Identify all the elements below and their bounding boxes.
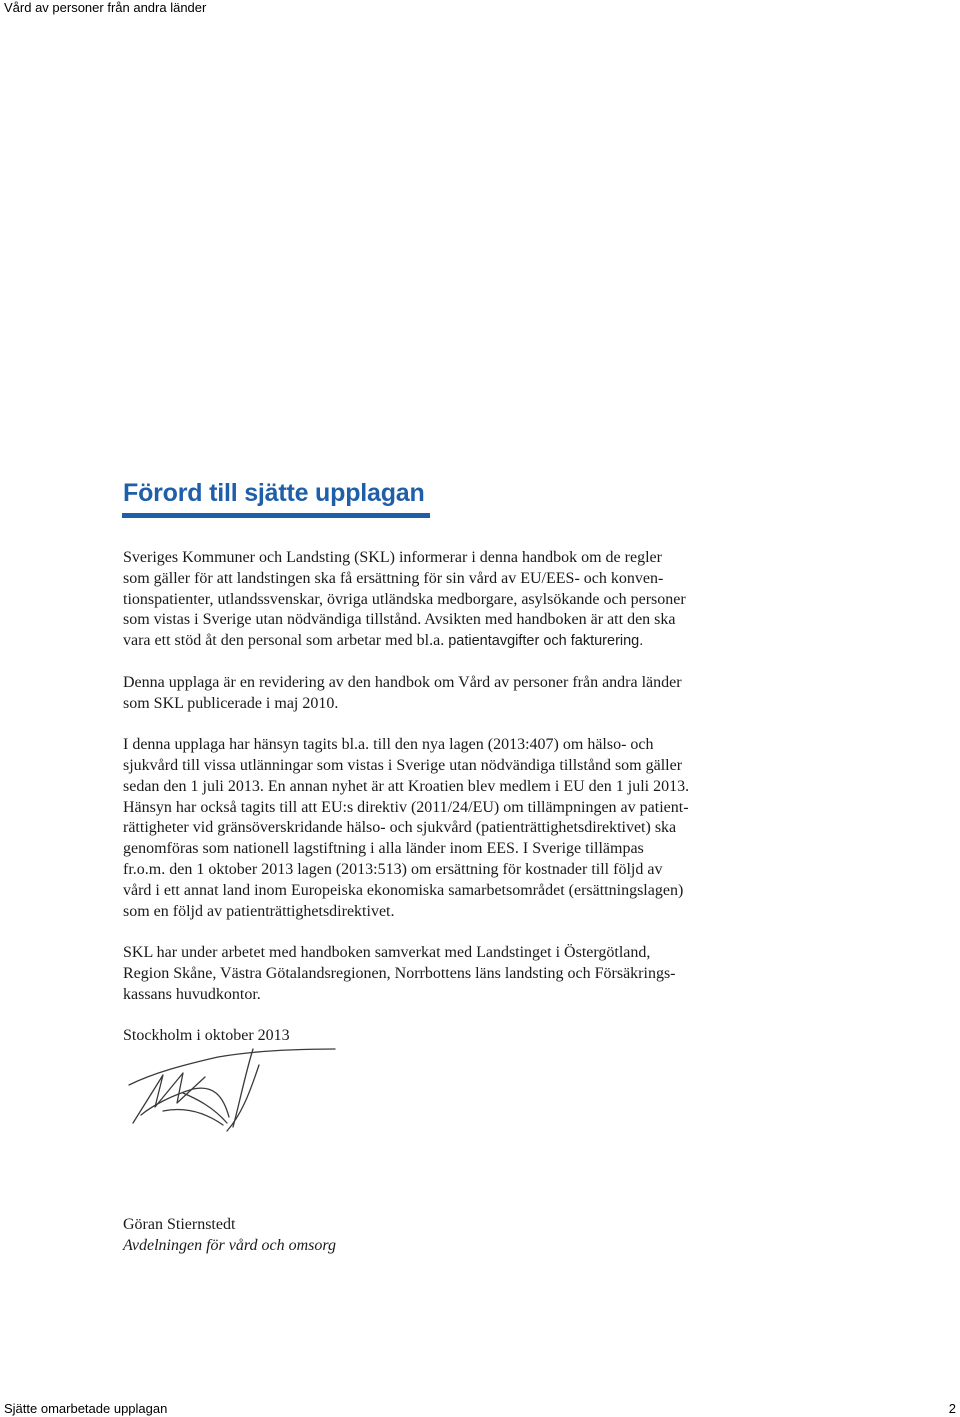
paragraph-changes bbox=[123, 735, 773, 922]
text-line: SKL har under arbetet med handboken samverkat med Landstinget i Östergötland, bbox=[123, 944, 651, 962]
text-line: Region Skåne, Västra Götalandsregionen, Norrbottens läns landsting och Försäkrings- bbox=[123, 964, 676, 982]
page-title: Förord till sjätte upplagan bbox=[123, 479, 425, 507]
paragraph-revision bbox=[123, 673, 773, 715]
footer-edition: Sjätte omarbetade upplagan bbox=[4, 1401, 168, 1416]
text-line: kassans huvudkontor. bbox=[123, 985, 261, 1003]
text-line: tionspatienter, utlandssvenskar, övriga utländska medborgare, asylsökande och personer bbox=[123, 590, 686, 608]
text-line: Sveriges Kommuner och Landsting (SKL) informerar i denna handbok om de regler bbox=[123, 549, 662, 566]
text-line bbox=[123, 631, 773, 652]
running-header: Vård av personer från andra länder bbox=[4, 0, 207, 15]
handwritten-signature bbox=[123, 1045, 343, 1135]
text-line: genomföras som nationell lagstiftning i alla länder inom EES. I Sverige tillämpas bbox=[123, 840, 644, 858]
text-line: sedan den 1 juli 2013. En annan nyhet är att Kroatien blev medlem i EU den 1 juli 2013. bbox=[123, 777, 690, 795]
page-number: 2 bbox=[948, 1401, 956, 1416]
text-segment: vara ett stöd åt den personal som arbetar med bl.a. bbox=[123, 632, 445, 650]
text-line: sjukvård till vissa utlänningar som vistas i Sverige utan nödvändiga tillstånd som gäller bbox=[123, 756, 683, 774]
signer-role: Avdelningen för vård och omsorg bbox=[123, 1237, 337, 1254]
signature-drawing bbox=[123, 1045, 343, 1135]
text-line: som SKL publicerade i maj 2010. bbox=[123, 694, 339, 712]
text-line: I denna upplaga har hänsyn tagits bl.a. till den nya lagen (2013:407) om hälso- och bbox=[123, 736, 654, 754]
page-content bbox=[123, 478, 773, 1068]
text-line: vård i ett annat land inom Europeiska ekonomiska samarbetsområdet (ersättningslagen) bbox=[123, 881, 684, 899]
text-line: Hänsyn har också tagits till att EU:s direktiv (2011/24/EU) om tillämpningen av patient- bbox=[123, 798, 689, 816]
paragraph-cooperation bbox=[123, 943, 773, 1005]
signer-block bbox=[123, 1214, 336, 1256]
text-segment: patientavgifter och fakturering. bbox=[448, 633, 644, 650]
text-line: fr.o.m. den 1 oktober 2013 lagen (2013:513) om ersättning för kostnader till följd av bbox=[123, 860, 663, 878]
text-line: som vistas i Sverige utan nödvändiga tillstånd. Avsikten med handboken är att den ska bbox=[123, 611, 676, 629]
text-line: rättigheter vid gränsöverskridande hälso- och sjukvård (patienträttighetsdirektivet) ska bbox=[123, 819, 677, 837]
paragraph-place-date bbox=[123, 1026, 773, 1047]
paragraph-intro bbox=[123, 548, 773, 652]
text-line: som gäller för att landstingen ska få ersättning för sin vård av EU/EES- och konven- bbox=[123, 569, 664, 587]
text-line: som en följd av patienträttighetsdirektivet. bbox=[123, 902, 395, 920]
title-underline bbox=[122, 513, 430, 518]
text-line: Denna upplaga är en revidering av den handbok om Vård av personer från andra länder bbox=[123, 673, 682, 691]
body-text bbox=[123, 548, 773, 1047]
signer-name: Göran Stiernstedt bbox=[123, 1216, 236, 1233]
place-date: Stockholm i oktober 2013 bbox=[123, 1027, 290, 1045]
